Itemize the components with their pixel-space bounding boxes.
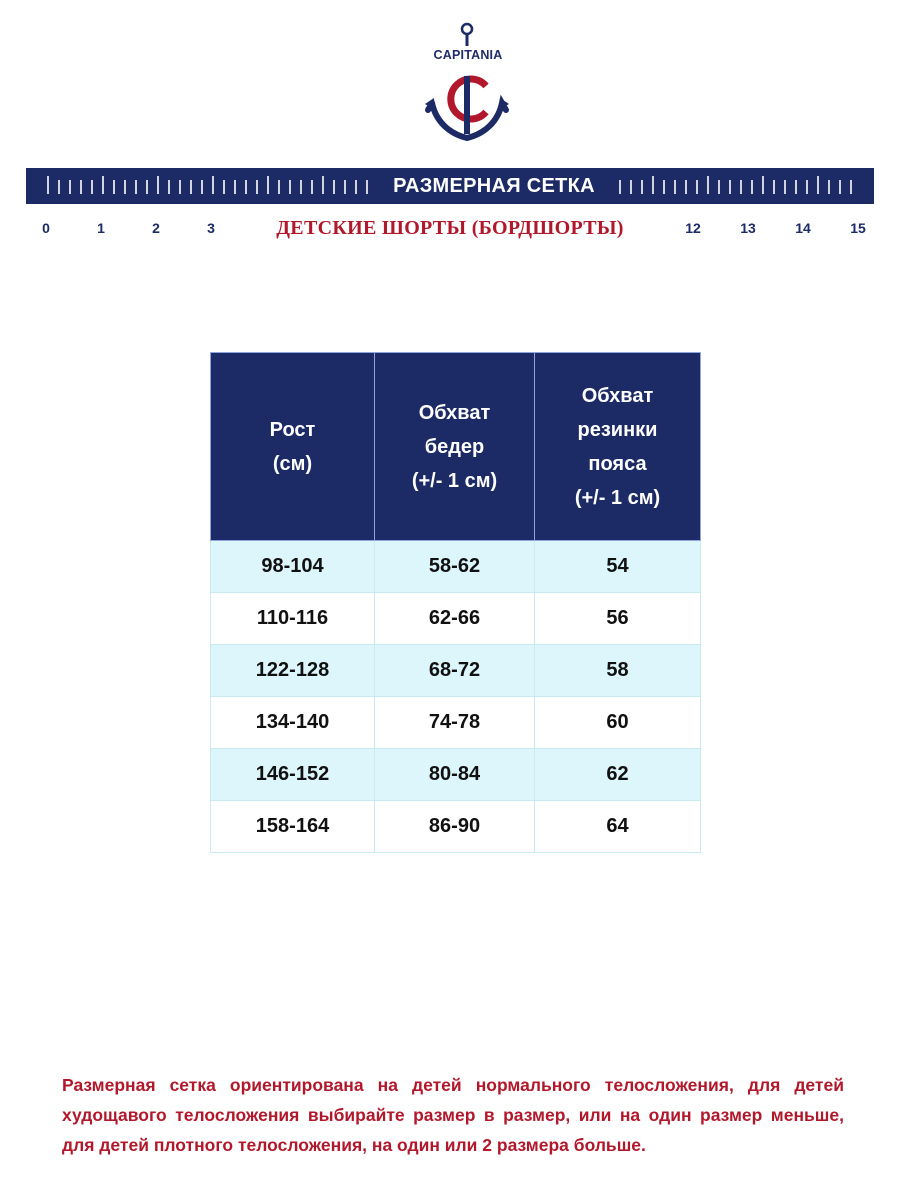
header-line: бедер — [424, 435, 485, 458]
header-hip-girth — [375, 353, 535, 541]
brand-name: CAPITANIA — [433, 48, 503, 62]
ruler-number: 15 — [850, 220, 866, 236]
cell-waist: 60 — [535, 697, 701, 749]
table-row — [211, 697, 701, 749]
cell-hip: 58-62 — [375, 541, 535, 593]
product-subtitle: ДЕТСКИЕ ШОРТЫ (БОРДШОРТЫ) — [276, 217, 624, 239]
table-row — [211, 749, 701, 801]
cell-waist: 62 — [535, 749, 701, 801]
header-line: (+/- 1 см) — [411, 469, 498, 492]
header-line: Обхват — [581, 384, 654, 407]
header-line: резинки — [577, 418, 658, 441]
size-table — [210, 352, 701, 853]
table-header-row — [211, 353, 701, 541]
header-line: (+/- 1 см) — [574, 486, 661, 509]
ruler-number: 12 — [685, 220, 701, 236]
cell-height: 110-116 — [211, 593, 375, 645]
anchor-logo-icon — [420, 18, 520, 148]
table-row — [211, 801, 701, 853]
table-row — [211, 593, 701, 645]
header-line: (см) — [272, 452, 313, 475]
size-guidance-note: Размерная сетка ориентирована на детей нормального телосложения, для детей худощавого телосложения выбирайте размер в размер, или на один размер меньше, для детей плотного телосложения, на один или 2 размера больше. — [62, 1075, 844, 1155]
header-line: Рост — [269, 418, 316, 441]
cell-waist: 56 — [535, 593, 701, 645]
cell-height: 98-104 — [211, 541, 375, 593]
ruler-number: 0 — [42, 220, 50, 236]
cell-height: 158-164 — [211, 801, 375, 853]
ruler-number: 14 — [795, 220, 811, 236]
cell-waist: 58 — [535, 645, 701, 697]
table-row — [211, 541, 701, 593]
cell-hip: 62-66 — [375, 593, 535, 645]
ruler-number: 3 — [207, 220, 215, 236]
cell-hip: 80-84 — [375, 749, 535, 801]
ruler-number: 13 — [740, 220, 756, 236]
cell-hip: 86-90 — [375, 801, 535, 853]
table-row — [211, 645, 701, 697]
header-line: Обхват — [418, 401, 491, 424]
cell-waist: 54 — [535, 541, 701, 593]
ruler-number: 1 — [97, 220, 105, 236]
ruler-number: 2 — [152, 220, 160, 236]
cell-height: 134-140 — [211, 697, 375, 749]
header-waistband-girth — [535, 353, 701, 541]
cell-height: 146-152 — [211, 749, 375, 801]
cell-hip: 68-72 — [375, 645, 535, 697]
cell-waist: 64 — [535, 801, 701, 853]
ruler-banner — [26, 168, 874, 204]
cell-height: 122-128 — [211, 645, 375, 697]
cell-hip: 74-78 — [375, 697, 535, 749]
header-line: пояса — [588, 452, 647, 475]
header-height — [211, 353, 375, 541]
ruler-title: РАЗМЕРНАЯ СЕТКА — [376, 172, 612, 200]
